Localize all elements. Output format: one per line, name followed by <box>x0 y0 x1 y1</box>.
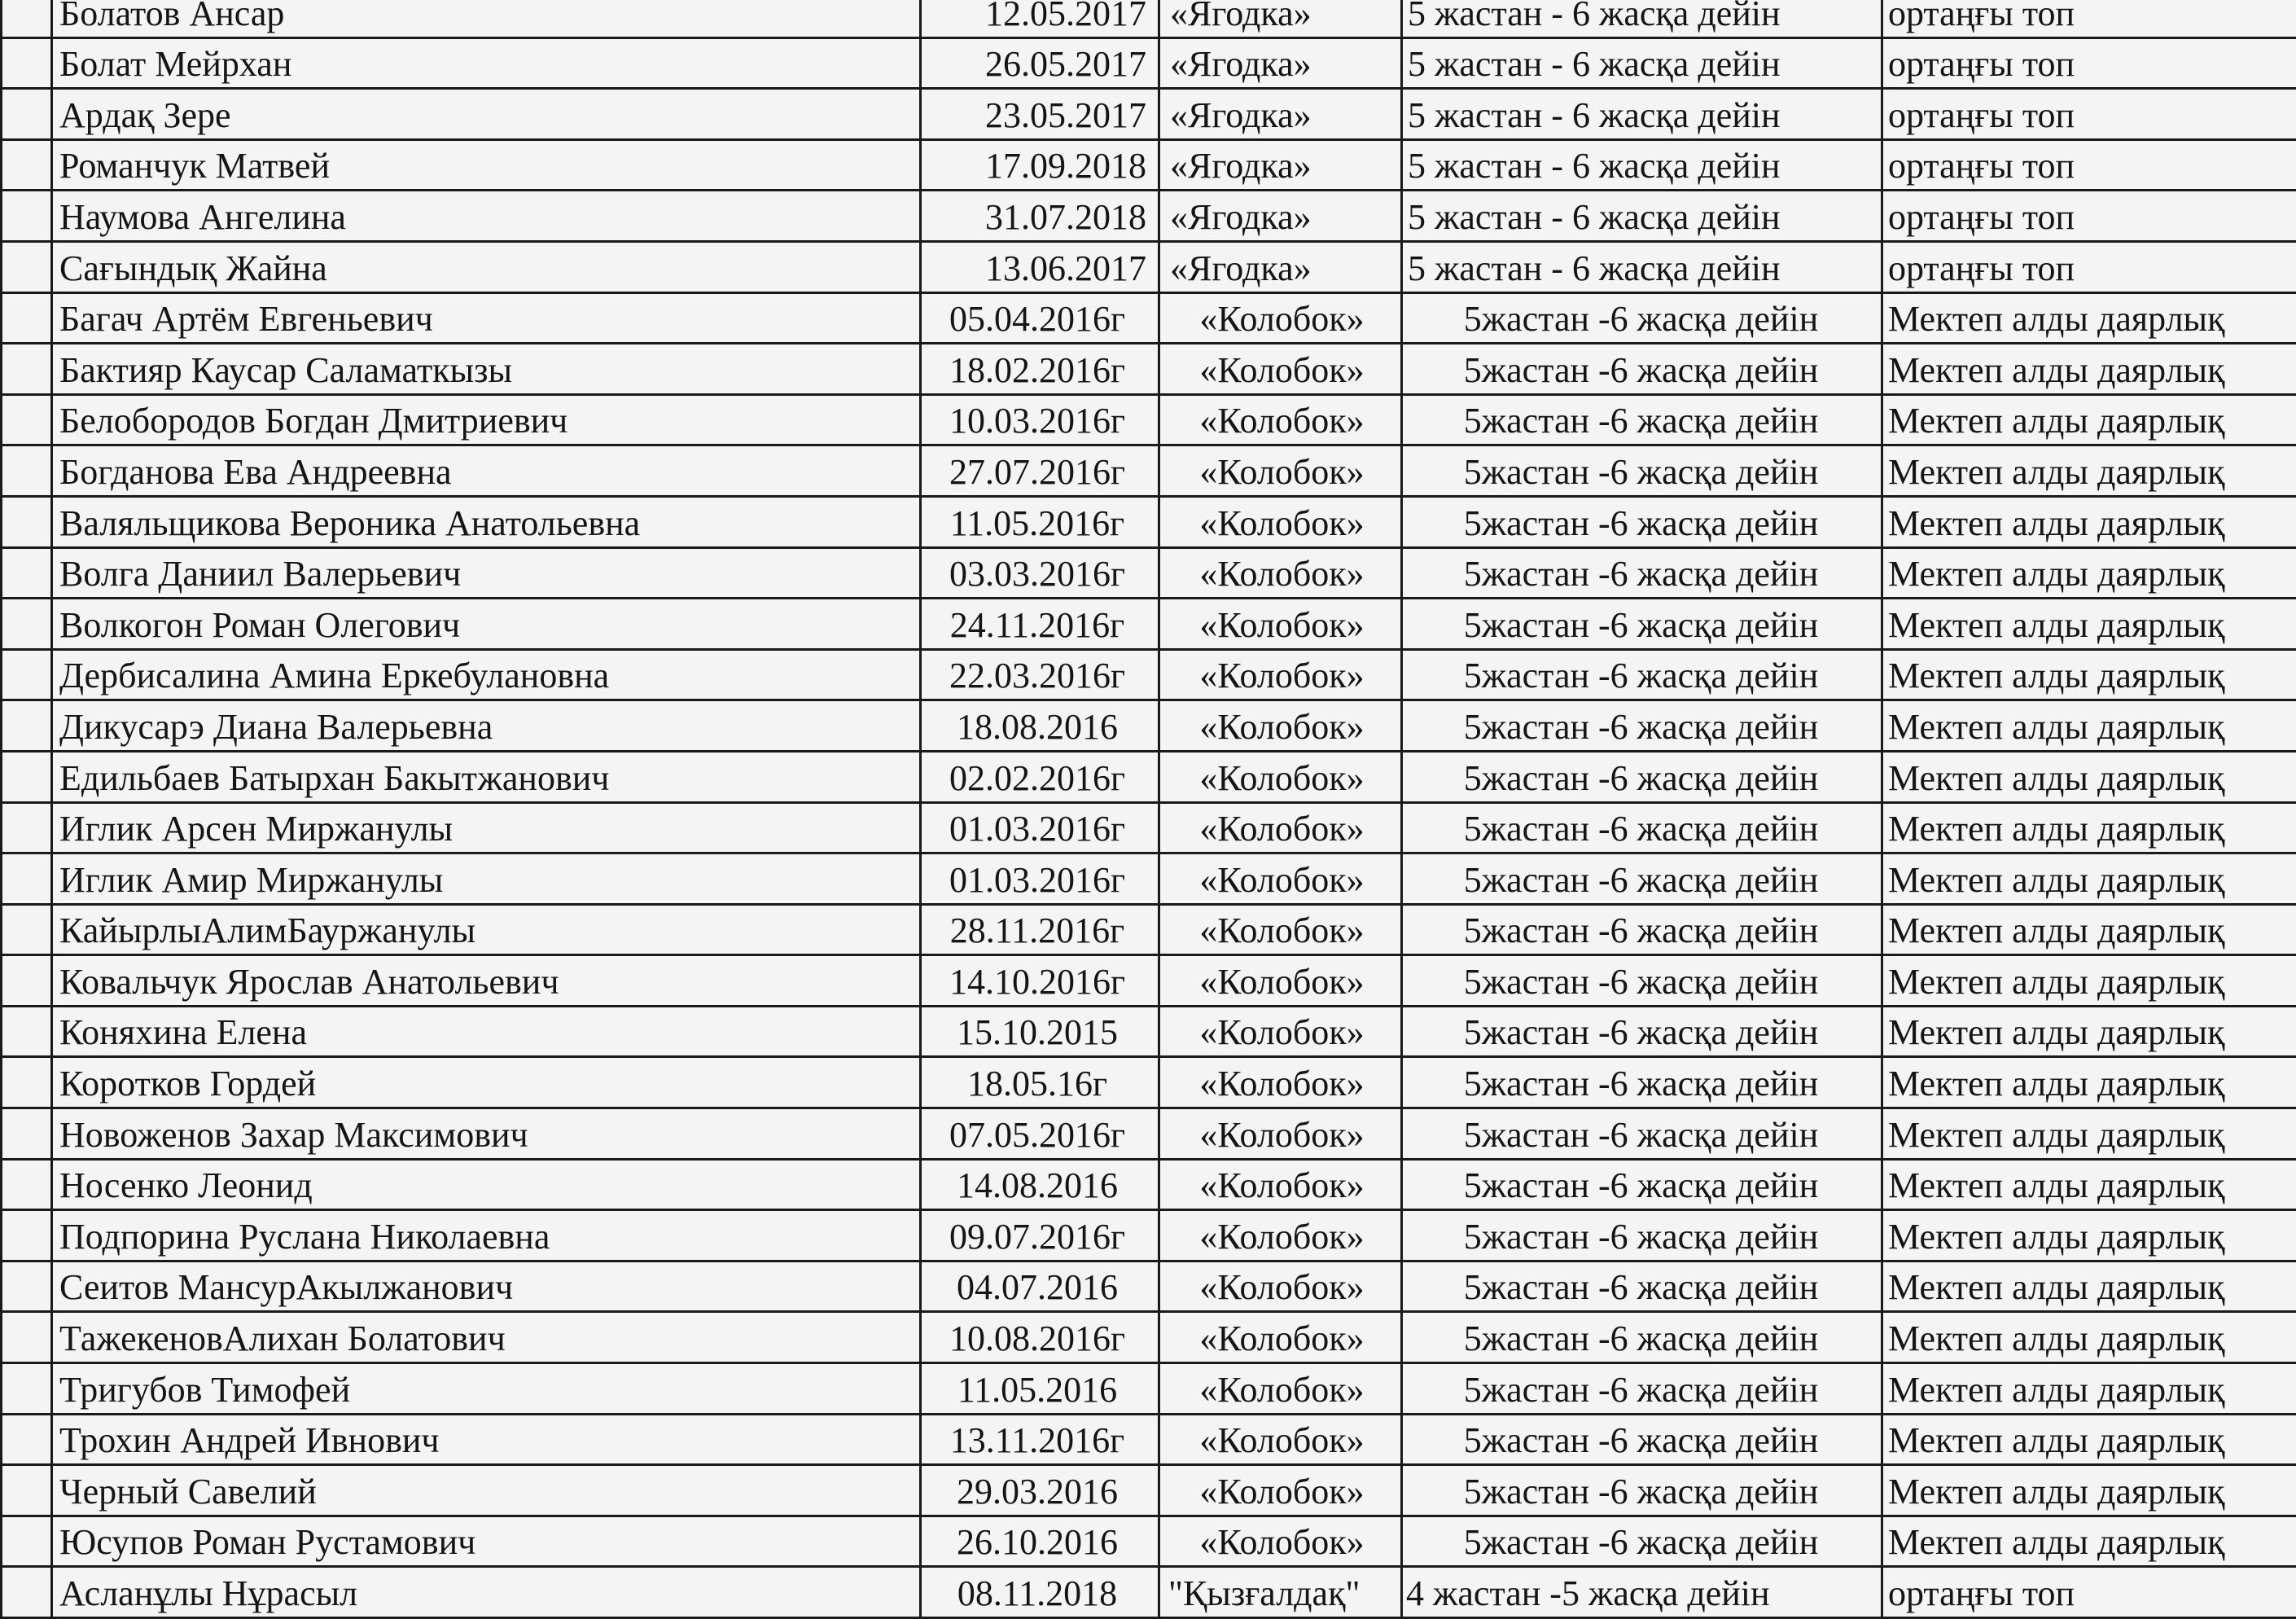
group-name-cell: «Колобок» <box>1159 1108 1402 1160</box>
row-number-cell <box>2 599 52 650</box>
group-level-cell: ортаңғы топ <box>1882 191 2296 242</box>
age-range-cell: 5 жастан - 6 жасқа дейін <box>1402 37 1882 89</box>
row-number-cell <box>2 1414 52 1465</box>
group-level-cell: Мектеп алды даярлық <box>1882 1006 2296 1057</box>
child-name-cell: Тригубов Тимофей <box>52 1363 921 1415</box>
row-number-cell <box>2 89 52 140</box>
group-name-cell: «Колобок» <box>1159 802 1402 853</box>
row-number-cell <box>2 37 52 89</box>
child-name-cell: Дикусарэ Диана Валерьевна <box>52 700 921 752</box>
group-level-cell: Мектеп алды даярлық <box>1882 1210 2296 1261</box>
group-name-cell: «Ягодка» <box>1159 139 1402 191</box>
table-row <box>2 89 2296 140</box>
birth-date-cell: 31.07.2018 <box>921 191 1159 242</box>
birth-date-cell: 24.11.2016г <box>921 599 1159 650</box>
group-name-cell: «Колобок» <box>1159 394 1402 445</box>
birth-date-cell: 18.02.2016г <box>921 344 1159 395</box>
table-row <box>2 1261 2296 1312</box>
table-row <box>2 599 2296 650</box>
child-name-cell: Ардақ Зере <box>52 89 921 140</box>
birth-date-cell: 01.03.2016г <box>921 802 1159 853</box>
group-level-cell: Мектеп алды даярлық <box>1882 955 2296 1007</box>
group-level-cell: Мектеп алды даярлық <box>1882 853 2296 905</box>
group-name-cell: «Колобок» <box>1159 292 1402 344</box>
group-name-cell: «Колобок» <box>1159 853 1402 905</box>
age-range-cell: 5жастан -6 жасқа дейін <box>1402 1006 1882 1057</box>
group-name-cell: «Колобок» <box>1159 1006 1402 1057</box>
group-name-cell: «Колобок» <box>1159 1210 1402 1261</box>
group-level-cell: Мектеп алды даярлық <box>1882 547 2296 599</box>
group-name-cell: «Колобок» <box>1159 1057 1402 1108</box>
child-name-cell: Иглик Амир Миржанулы <box>52 853 921 905</box>
row-number-cell <box>2 1108 52 1160</box>
age-range-cell: 5 жастан - 6 жасқа дейін <box>1402 89 1882 140</box>
age-range-cell: 5жастан -6 жасқа дейін <box>1402 547 1882 599</box>
group-name-cell: «Ягодка» <box>1159 0 1402 37</box>
table-row <box>2 547 2296 599</box>
group-name-cell: «Колобок» <box>1159 1159 1402 1210</box>
child-name-cell: Болатов Ансар <box>52 0 921 37</box>
age-range-cell: 5 жастан - 6 жасқа дейін <box>1402 139 1882 191</box>
child-name-cell: КайырлыАлимБауржанулы <box>52 904 921 955</box>
group-name-cell: «Колобок» <box>1159 700 1402 752</box>
group-level-cell: Мектеп алды даярлық <box>1882 700 2296 752</box>
birth-date-cell: 01.03.2016г <box>921 853 1159 905</box>
group-level-cell: Мектеп алды даярлық <box>1882 1465 2296 1516</box>
group-level-cell: Мектеп алды даярлық <box>1882 445 2296 497</box>
row-number-cell <box>2 139 52 191</box>
group-level-cell: Мектеп алды даярлық <box>1882 1108 2296 1160</box>
child-name-cell: Бактияр Каусар Саламаткызы <box>52 344 921 395</box>
table-row <box>2 649 2296 700</box>
age-range-cell: 5жастан -6 жасқа дейін <box>1402 344 1882 395</box>
child-name-cell: Дербисалина Амина Еркебулановна <box>52 649 921 700</box>
child-name-cell: Асланұлы Нұрасыл <box>52 1567 921 1618</box>
group-level-cell: ортаңғы топ <box>1882 37 2296 89</box>
birth-date-cell: 17.09.2018 <box>921 139 1159 191</box>
group-level-cell: Мектеп алды даярлық <box>1882 1057 2296 1108</box>
group-name-cell: «Колобок» <box>1159 1465 1402 1516</box>
group-level-cell: Мектеп алды даярлық <box>1882 1261 2296 1312</box>
group-name-cell: «Колобок» <box>1159 1414 1402 1465</box>
table-row <box>2 802 2296 853</box>
birth-date-cell: 04.07.2016 <box>921 1261 1159 1312</box>
group-level-cell: Мектеп алды даярлық <box>1882 1363 2296 1415</box>
row-number-cell <box>2 1057 52 1108</box>
birth-date-cell: 12.05.2017 <box>921 0 1159 37</box>
table-row <box>2 1465 2296 1516</box>
age-range-cell: 5жастан -6 жасқа дейін <box>1402 394 1882 445</box>
row-number-cell <box>2 292 52 344</box>
table-row <box>2 445 2296 497</box>
age-range-cell: 5жастан -6 жасқа дейін <box>1402 1516 1882 1567</box>
child-name-cell: Багач Артём Евгеньевич <box>52 292 921 344</box>
birth-date-cell: 26.05.2017 <box>921 37 1159 89</box>
birth-date-cell: 07.05.2016г <box>921 1108 1159 1160</box>
table-row <box>2 1414 2296 1465</box>
age-range-cell: 5жастан -6 жасқа дейін <box>1402 1465 1882 1516</box>
row-number-cell <box>2 0 52 37</box>
child-name-cell: Юсупов Роман Рустамович <box>52 1516 921 1567</box>
group-name-cell: «Колобок» <box>1159 649 1402 700</box>
row-number-cell <box>2 649 52 700</box>
birth-date-cell: 05.04.2016г <box>921 292 1159 344</box>
group-level-cell: Мектеп алды даярлық <box>1882 292 2296 344</box>
child-name-cell: Черный Савелий <box>52 1465 921 1516</box>
birth-date-cell: 09.07.2016г <box>921 1210 1159 1261</box>
child-name-cell: Богданова Ева Андреевна <box>52 445 921 497</box>
birth-date-cell: 11.05.2016 <box>921 1363 1159 1415</box>
age-range-cell: 5жастан -6 жасқа дейін <box>1402 700 1882 752</box>
group-name-cell: «Колобок» <box>1159 904 1402 955</box>
child-name-cell: Наумова Ангелина <box>52 191 921 242</box>
birth-date-cell: 10.03.2016г <box>921 394 1159 445</box>
child-name-cell: ТажекеновАлихан Болатович <box>52 1312 921 1363</box>
group-level-cell: Мектеп алды даярлық <box>1882 496 2296 547</box>
group-name-cell: «Колобок» <box>1159 445 1402 497</box>
row-number-cell <box>2 853 52 905</box>
table-row <box>2 1210 2296 1261</box>
child-name-cell: Новоженов Захар Максимович <box>52 1108 921 1160</box>
child-name-cell: Болат Мейрхан <box>52 37 921 89</box>
child-name-cell: Носенко Леонид <box>52 1159 921 1210</box>
table-row <box>2 1516 2296 1567</box>
birth-date-cell: 15.10.2015 <box>921 1006 1159 1057</box>
group-name-cell: «Колобок» <box>1159 547 1402 599</box>
birth-date-cell: 10.08.2016г <box>921 1312 1159 1363</box>
age-range-cell: 5жастан -6 жасқа дейін <box>1402 1414 1882 1465</box>
row-number-cell <box>2 802 52 853</box>
row-number-cell <box>2 1210 52 1261</box>
birth-date-cell: 18.05.16г <box>921 1057 1159 1108</box>
child-name-cell: Волга Даниил Валерьевич <box>52 547 921 599</box>
age-range-cell: 4 жастан -5 жасқа дейін <box>1402 1567 1882 1618</box>
table-row <box>2 1363 2296 1415</box>
child-name-cell: Иглик Арсен Миржанулы <box>52 802 921 853</box>
group-level-cell: Мектеп алды даярлық <box>1882 394 2296 445</box>
table-row <box>2 394 2296 445</box>
age-range-cell: 5жастан -6 жасқа дейін <box>1402 1261 1882 1312</box>
row-number-cell <box>2 1006 52 1057</box>
group-name-cell: «Колобок» <box>1159 344 1402 395</box>
age-range-cell: 5жастан -6 жасқа дейін <box>1402 853 1882 905</box>
table-row <box>2 1006 2296 1057</box>
child-name-cell: Валяльщикова Вероника Анатольевна <box>52 496 921 547</box>
age-range-cell: 5жастан -6 жасқа дейін <box>1402 1210 1882 1261</box>
group-level-cell: Мектеп алды даярлық <box>1882 1312 2296 1363</box>
birth-date-cell: 26.10.2016 <box>921 1516 1159 1567</box>
row-number-cell <box>2 955 52 1007</box>
table-row <box>2 1567 2296 1618</box>
child-name-cell: Сеитов МансурАкылжанович <box>52 1261 921 1312</box>
row-number-cell <box>2 394 52 445</box>
row-number-cell <box>2 547 52 599</box>
birth-date-cell: 27.07.2016г <box>921 445 1159 497</box>
group-name-cell: «Колобок» <box>1159 599 1402 650</box>
birth-date-cell: 22.03.2016г <box>921 649 1159 700</box>
birth-date-cell: 13.11.2016г <box>921 1414 1159 1465</box>
child-name-cell: Романчук Матвей <box>52 139 921 191</box>
child-name-cell: Коняхина Елена <box>52 1006 921 1057</box>
group-level-cell: Мектеп алды даярлық <box>1882 751 2296 802</box>
group-name-cell: «Колобок» <box>1159 955 1402 1007</box>
row-number-cell <box>2 904 52 955</box>
child-name-cell: Сағындық Жайна <box>52 241 921 292</box>
table-row <box>2 139 2296 191</box>
table-row <box>2 904 2296 955</box>
table-row <box>2 37 2296 89</box>
child-name-cell: Волкогон Роман Олегович <box>52 599 921 650</box>
row-number-cell <box>2 344 52 395</box>
row-number-cell <box>2 1159 52 1210</box>
age-range-cell: 5жастан -6 жасқа дейін <box>1402 904 1882 955</box>
birth-date-cell: 18.08.2016 <box>921 700 1159 752</box>
row-number-cell <box>2 241 52 292</box>
age-range-cell: 5жастан -6 жасқа дейін <box>1402 1363 1882 1415</box>
row-number-cell <box>2 445 52 497</box>
child-name-cell: Едильбаев Батырхан Бакытжанович <box>52 751 921 802</box>
group-level-cell: ортаңғы топ <box>1882 0 2296 37</box>
group-level-cell: Мектеп алды даярлық <box>1882 802 2296 853</box>
row-number-cell <box>2 191 52 242</box>
table-row <box>2 1108 2296 1160</box>
group-level-cell: Мектеп алды даярлық <box>1882 344 2296 395</box>
row-number-cell <box>2 1516 52 1567</box>
group-level-cell: Мектеп алды даярлық <box>1882 904 2296 955</box>
row-number-cell <box>2 1465 52 1516</box>
birth-date-cell: 11.05.2016г <box>921 496 1159 547</box>
age-range-cell: 5жастан -6 жасқа дейін <box>1402 496 1882 547</box>
birth-date-cell: 02.02.2016г <box>921 751 1159 802</box>
age-range-cell: 5 жастан - 6 жасқа дейін <box>1402 241 1882 292</box>
birth-date-cell: 13.06.2017 <box>921 241 1159 292</box>
group-name-cell: «Колобок» <box>1159 1261 1402 1312</box>
table-row <box>2 955 2296 1007</box>
child-name-cell: Трохин Андрей Ивнович <box>52 1414 921 1465</box>
table-row <box>2 0 2296 37</box>
birth-date-cell: 14.08.2016 <box>921 1159 1159 1210</box>
table-row <box>2 1312 2296 1363</box>
row-number-cell <box>2 751 52 802</box>
group-name-cell: «Колобок» <box>1159 1516 1402 1567</box>
birth-date-cell: 28.11.2016г <box>921 904 1159 955</box>
table-row <box>2 292 2296 344</box>
table-row <box>2 191 2296 242</box>
group-name-cell: «Колобок» <box>1159 1363 1402 1415</box>
age-range-cell: 5жастан -6 жасқа дейін <box>1402 292 1882 344</box>
table-body <box>2 0 2296 1618</box>
group-level-cell: Мектеп алды даярлық <box>1882 1516 2296 1567</box>
table-row <box>2 344 2296 395</box>
birth-date-cell: 08.11.2018 <box>921 1567 1159 1618</box>
age-range-cell: 5 жастан - 6 жасқа дейін <box>1402 191 1882 242</box>
age-range-cell: 5жастан -6 жасқа дейін <box>1402 1108 1882 1160</box>
row-number-cell <box>2 1261 52 1312</box>
table-row <box>2 700 2296 752</box>
age-range-cell: 5жастан -6 жасқа дейін <box>1402 1159 1882 1210</box>
birth-date-cell: 14.10.2016г <box>921 955 1159 1007</box>
group-level-cell: Мектеп алды даярлық <box>1882 1414 2296 1465</box>
row-number-cell <box>2 1567 52 1618</box>
child-name-cell: Ковальчук Ярослав Анатольевич <box>52 955 921 1007</box>
group-level-cell: ортаңғы топ <box>1882 89 2296 140</box>
age-range-cell: 5жастан -6 жасқа дейін <box>1402 599 1882 650</box>
row-number-cell <box>2 1312 52 1363</box>
group-name-cell: «Ягодка» <box>1159 37 1402 89</box>
age-range-cell: 5жастан -6 жасқа дейін <box>1402 1057 1882 1108</box>
group-level-cell: Мектеп алды даярлық <box>1882 1159 2296 1210</box>
birth-date-cell: 23.05.2017 <box>921 89 1159 140</box>
group-name-cell: «Колобок» <box>1159 1312 1402 1363</box>
row-number-cell <box>2 496 52 547</box>
age-range-cell: 5жастан -6 жасқа дейін <box>1402 649 1882 700</box>
table-row <box>2 1057 2296 1108</box>
child-name-cell: Подпорина Руслана Николаевна <box>52 1210 921 1261</box>
row-number-cell <box>2 700 52 752</box>
table-row <box>2 751 2296 802</box>
group-name-cell: «Ягодка» <box>1159 89 1402 140</box>
group-name-cell: «Ягодка» <box>1159 191 1402 242</box>
table-row <box>2 1159 2296 1210</box>
table-row <box>2 241 2296 292</box>
age-range-cell: 5жастан -6 жасқа дейін <box>1402 802 1882 853</box>
group-level-cell: Мектеп алды даярлық <box>1882 599 2296 650</box>
group-level-cell: Мектеп алды даярлық <box>1882 649 2296 700</box>
group-name-cell: «Колобок» <box>1159 496 1402 547</box>
table-row <box>2 853 2296 905</box>
age-range-cell: 5жастан -6 жасқа дейін <box>1402 955 1882 1007</box>
age-range-cell: 5жастан -6 жасқа дейін <box>1402 1312 1882 1363</box>
age-range-cell: 5 жастан - 6 жасқа дейін <box>1402 0 1882 37</box>
group-name-cell: "Қызғалдақ" <box>1159 1567 1402 1618</box>
age-range-cell: 5жастан -6 жасқа дейін <box>1402 445 1882 497</box>
group-name-cell: «Ягодка» <box>1159 241 1402 292</box>
table-row <box>2 496 2296 547</box>
group-level-cell: ортаңғы топ <box>1882 1567 2296 1618</box>
row-number-cell <box>2 1363 52 1415</box>
group-name-cell: «Колобок» <box>1159 751 1402 802</box>
group-level-cell: ортаңғы топ <box>1882 139 2296 191</box>
birth-date-cell: 03.03.2016г <box>921 547 1159 599</box>
age-range-cell: 5жастан -6 жасқа дейін <box>1402 751 1882 802</box>
birth-date-cell: 29.03.2016 <box>921 1465 1159 1516</box>
child-name-cell: Белобородов Богдан Дмитриевич <box>52 394 921 445</box>
group-level-cell: ортаңғы топ <box>1882 241 2296 292</box>
child-name-cell: Коротков Гордей <box>52 1057 921 1108</box>
